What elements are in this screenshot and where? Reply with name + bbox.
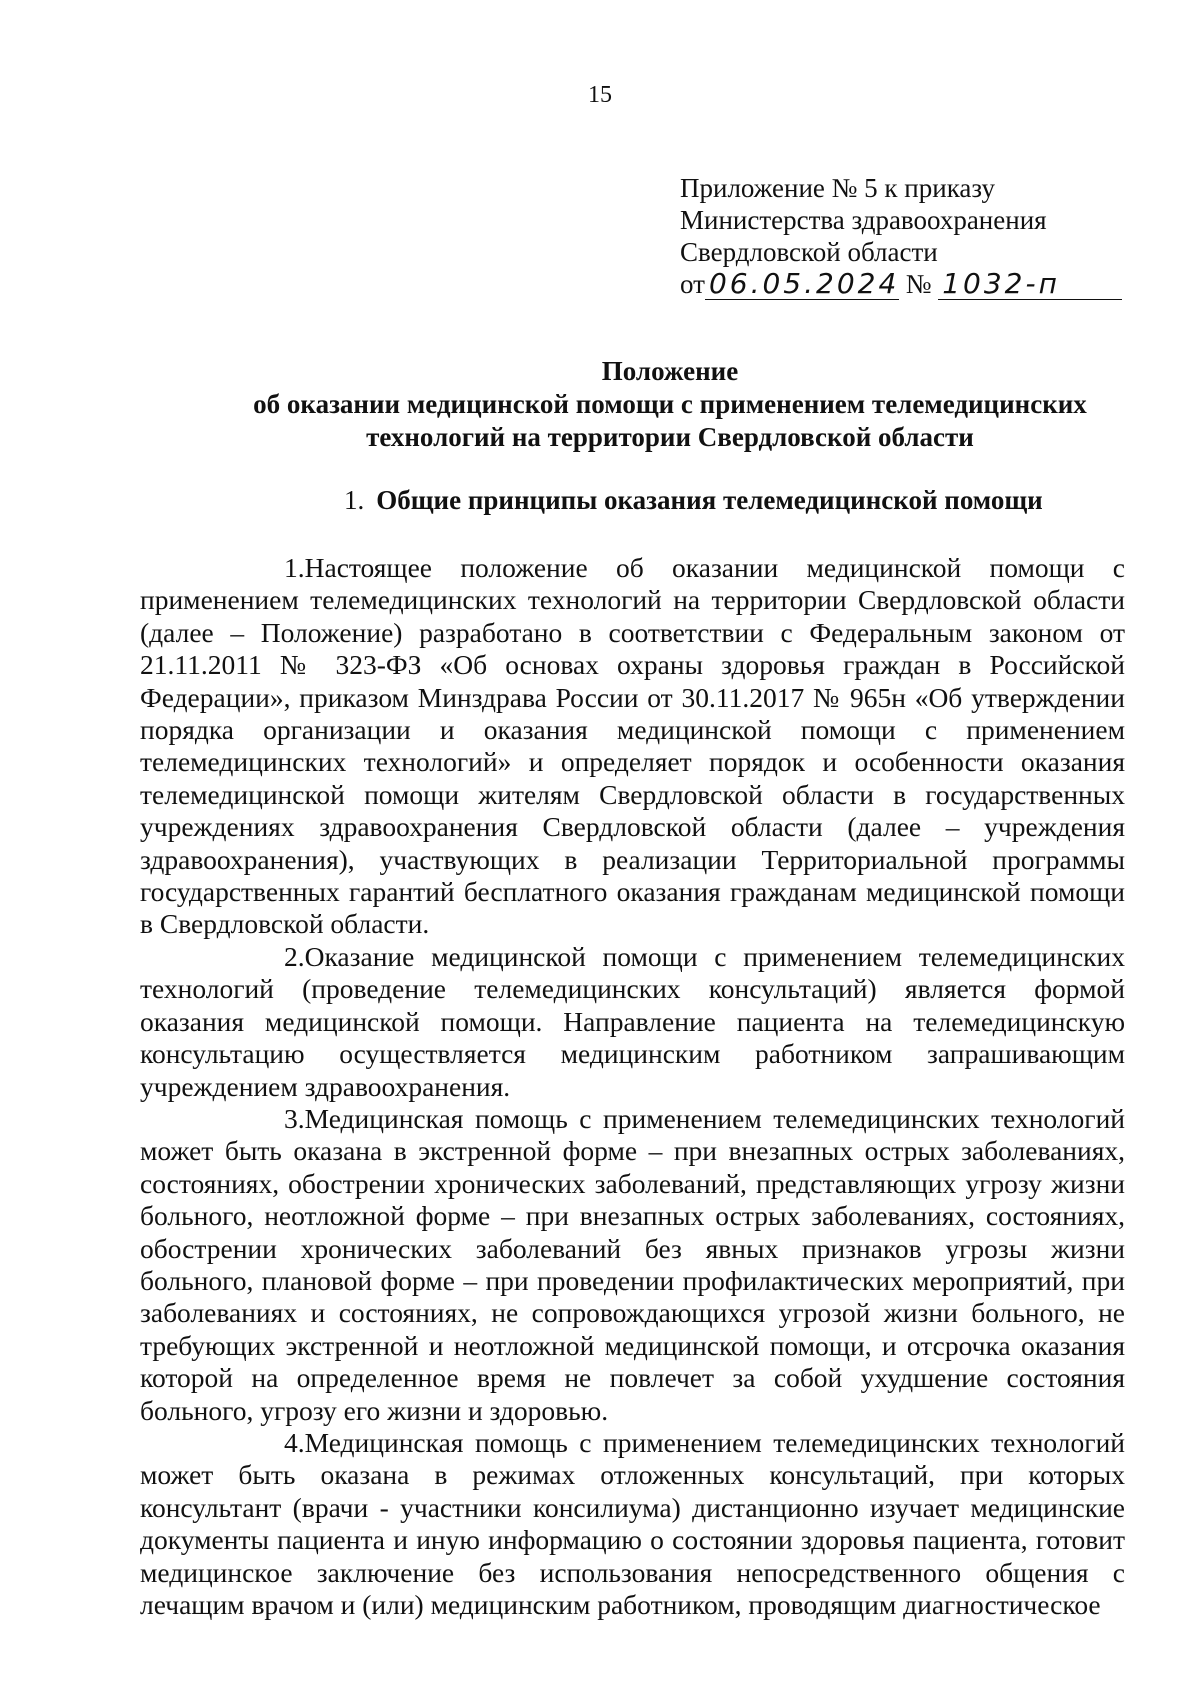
order-reference (680, 268, 1140, 300)
document-title (0, 355, 1200, 454)
paragraph-text: Медицинская помощь с применением телемедицинских технологий может быть оказана в экстренной форме – при внезапных острых заболеваниях, состояниях, обострении хронических заболеваний, представляющих угрозу жизни больного, неотложной форме – при внезапных острых заболеваниях, состояниях, обострении хронических заболеваний без явных признаков угрозы жизни больного, плановой форме – при проведении профилактических мероприятий, при заболеваниях и состояниях, не сопровождающихся угрозой жизни больного, не требующих экстренной и неотложной медицинской помощи, и отсрочка оказания которой на определенное время не повлечет за собой ухудшение состояния больного, угрозу его жизни и здоровью. (140, 1102, 1125, 1426)
appendix-line-2: Министерства здравоохранения (680, 205, 1047, 235)
paragraph-text: Оказание медицинской помощи с применением телемедицинских технологий (проведение телемедицинских консультаций) является формой оказания медицинской помощи. Направление пациента на телемедицинскую консультацию осуществляется медицинским работником запрашивающим учреждением здравоохранения. (140, 940, 1125, 1102)
title-line-2: об оказании медицинской помощи с применением телемедицинских (253, 389, 1087, 419)
title-line-1: Положение (601, 356, 739, 386)
paragraph-number: 4. (284, 1426, 305, 1458)
appendix-line-3: Свердловской области (680, 237, 938, 267)
paragraph-number: 2. (284, 940, 305, 972)
appendix-block (680, 172, 1140, 300)
title-line-3: технологий на территории Свердловской области (366, 422, 974, 452)
section-heading (344, 485, 1043, 516)
number-prefix: № (905, 269, 932, 299)
section-title: Общие принципы оказания телемедицинской помощи (376, 485, 1043, 515)
section-number: 1. (344, 485, 365, 515)
body-text (140, 552, 1125, 1621)
paragraph-text: Настоящее положение об оказании медицинской помощи с применением телемедицинских технологий на территории Свердловской области (далее – Положение) разработано в соответствии с Федеральным законом от 21.11.2011 № 323-ФЗ «Об основах охраны здоровья граждан в Российской Федерации», приказом Минздрава России от 30.11.2017 № 965н «Об утверждении порядка организации и оказания медицинской помощи с применением телемедицинских технологий» и определяет порядок и особенности оказания телемедицинской помощи жителям Свердловской области в государственных учреждениях здравоохранения Свердловской области (далее – учреждения здравоохранения), участвующих в реализации Территориальной программы государственных гарантий бесплатного оказания гражданам медицинской помощи в Свердловской области. (140, 552, 1125, 940)
handwritten-date: 06.05.2024 (705, 269, 899, 300)
handwritten-order-number: 1032-п (938, 269, 1122, 300)
appendix-line-1: Приложение № 5 к приказу (680, 173, 995, 203)
paragraph-2 (140, 941, 1125, 1103)
paragraph-4 (140, 1427, 1125, 1621)
date-prefix: от (680, 269, 705, 299)
page-number: 15 (588, 82, 612, 108)
paragraph-number: 1. (284, 552, 305, 583)
paragraph-number: 3. (284, 1102, 305, 1134)
paragraph-1 (140, 552, 1125, 941)
paragraph-text: Медицинская помощь с применением телемедицинских технологий может быть оказана в режимах отложенных консультаций, при которых консультант (врачи - участники консилиума) дистанционно изучает медицинские документы пациента и иную информацию о состоянии здоровья пациента, готовит медицинское заключение без использования непосредственного общения с лечащим врачом и (или) медицинским работником, проводящим диагностическое (140, 1426, 1125, 1620)
paragraph-3 (140, 1103, 1125, 1427)
